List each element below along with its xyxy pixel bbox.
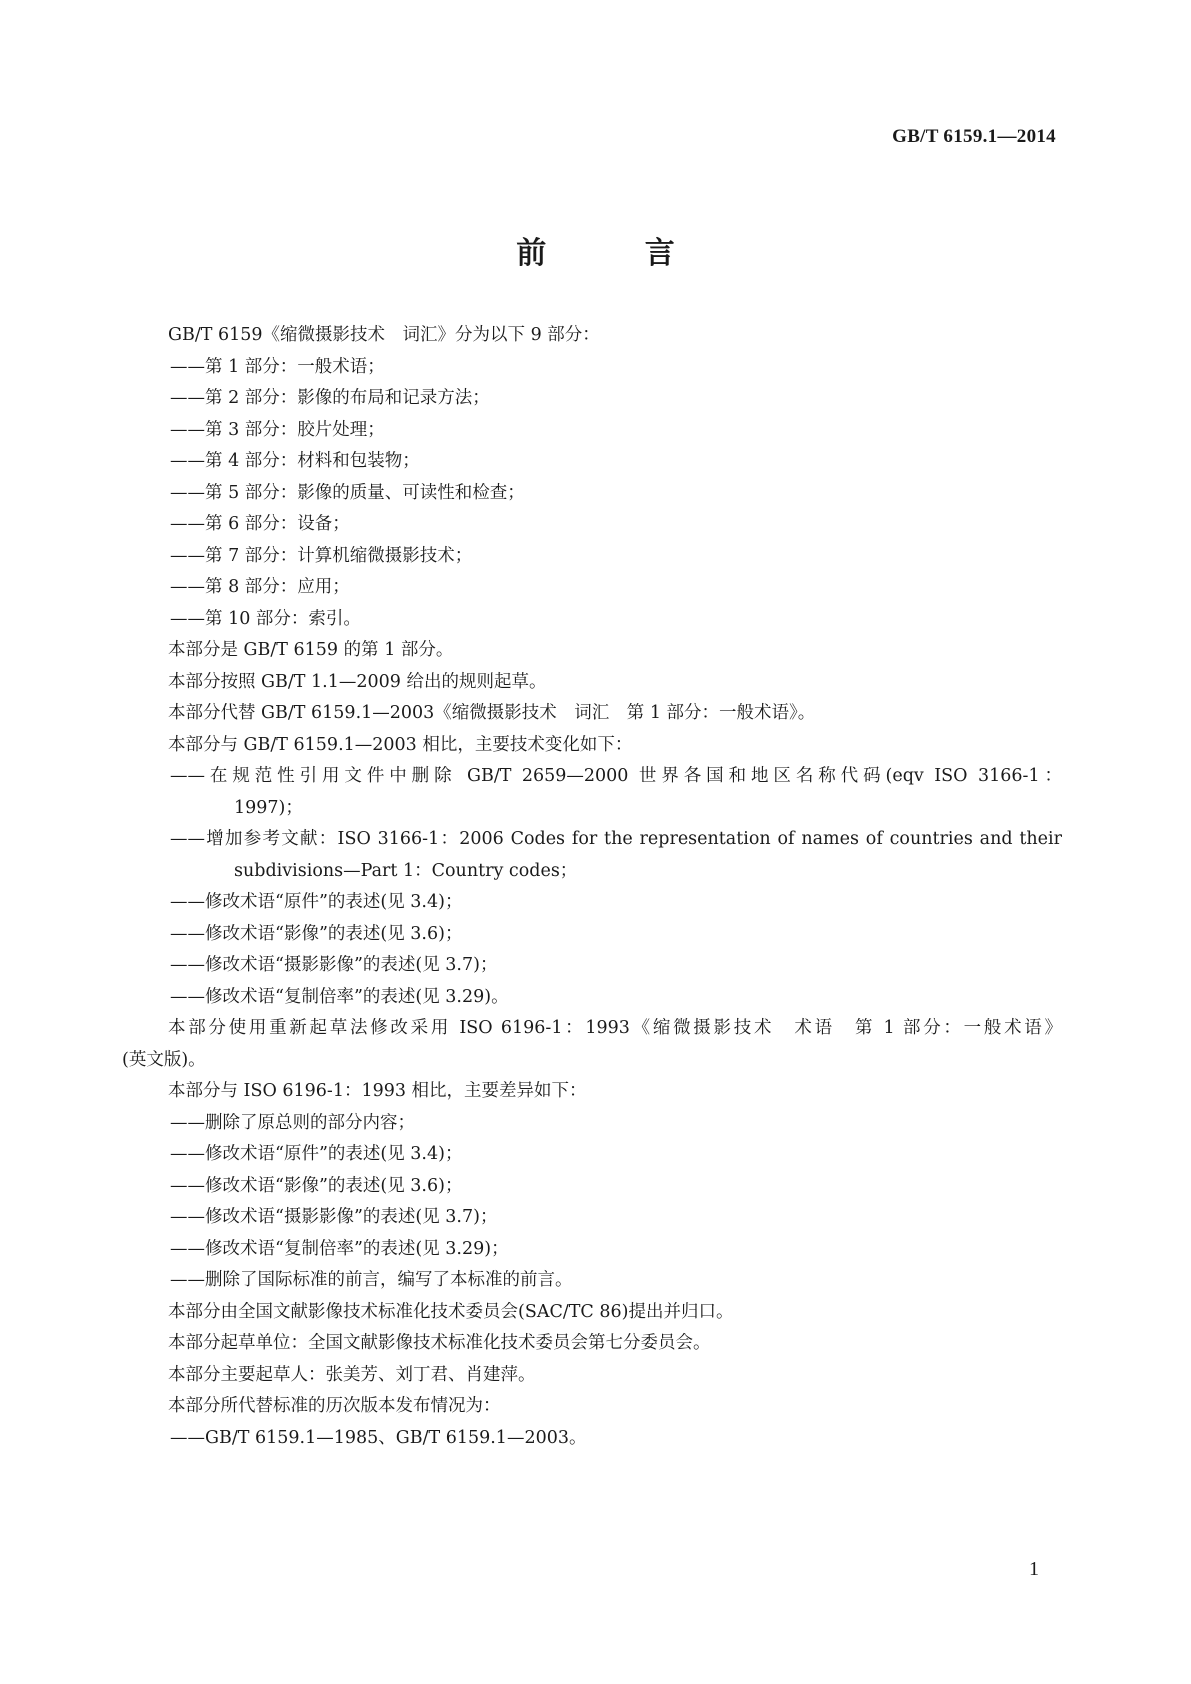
page-title: 前 言: [516, 236, 719, 271]
list-item: ——修改术语“影像”的表述(见 3.6)；: [170, 1175, 463, 1196]
page-number: 1: [1029, 1558, 1039, 1580]
list-item: ——修改术语“摄影影像”的表述(见 3.7)；: [170, 1207, 498, 1227]
list-item: ——第 1 部分：一般术语；: [170, 356, 385, 377]
list-item: ——第 2 部分：影像的布局和记录方法；: [170, 388, 490, 408]
list-item: ——在规范性引用文件中删除 GB/T 2659—2000 世界各国和地区名称代码(eqv ISO 3166-1：: [170, 766, 1062, 786]
paragraph: 本部分由全国文献影像技术标准化技术委员会(SAC/TC 86)提出并归口。: [168, 1301, 734, 1322]
paragraph: 本部分起草单位：全国文献影像技术标准化技术委员会第七分委员会。: [168, 1333, 711, 1353]
list-item: ——第 7 部分：计算机缩微摄影技术；: [170, 545, 473, 566]
paragraph: 本部分代替 GB/T 6159.1—2003《缩微摄影技术 词汇 第 1 部分：一般术语》。: [168, 703, 816, 723]
list-item: ——增加参考文献：ISO 3166-1：2006 Codes for the representation of names of countries and their: [170, 829, 1062, 849]
list-item: ——修改术语“摄影影像”的表述(见 3.7)；: [170, 955, 498, 975]
list-item: ——删除了原总则的部分内容；: [170, 1112, 415, 1133]
paragraph: 本部分所代替标准的历次版本发布情况为：: [168, 1396, 501, 1416]
list-item: ——删除了国际标准的前言，编写了本标准的前言。: [170, 1270, 573, 1290]
list-item: ——第 3 部分：胶片处理；: [170, 419, 385, 440]
list-item: ——修改术语“原件”的表述(见 3.4)；: [170, 892, 463, 912]
paragraph: 本部分使用重新起草法修改采用 ISO 6196-1：1993《缩微摄影技术 术语 第 1 部分：一般术语》: [168, 1018, 1062, 1038]
paragraph: 本部分主要起草人：张美芳、刘丁君、肖建萍。: [168, 1364, 536, 1385]
paragraph: 本部分与 ISO 6196-1：1993 相比，主要差异如下：: [168, 1081, 587, 1101]
list-item: ——修改术语“复制倍率”的表述(见 3.29)；: [170, 1238, 509, 1259]
list-item: ——第 6 部分：设备；: [170, 514, 350, 534]
standard-number: GB/T 6159.1—2014: [892, 126, 1056, 147]
paragraph: 本部分按照 GB/T 1.1—2009 给出的规则起草。: [168, 671, 547, 692]
list-item: ——第 8 部分：应用；: [170, 577, 350, 597]
foreword-body: [122, 320, 1062, 1454]
list-item: ——修改术语“影像”的表述(见 3.6)；: [170, 923, 463, 944]
list-item: ——修改术语“原件”的表述(见 3.4)；: [170, 1144, 463, 1164]
paragraph: 本部分是 GB/T 6159 的第 1 部分。: [168, 640, 454, 660]
paragraph-continuation: (英文版)。: [122, 1049, 206, 1070]
paragraph: GB/T 6159《缩微摄影技术 词汇》分为以下 9 部分：: [168, 325, 600, 345]
list-item-continuation: 1997)；: [234, 797, 303, 818]
list-item: ——GB/T 6159.1—1985、GB/T 6159.1—2003。: [170, 1427, 587, 1448]
paragraph: 本部分与 GB/T 6159.1—2003 相比，主要技术变化如下：: [168, 734, 633, 755]
list-item: ——第 4 部分：材料和包装物；: [170, 451, 420, 471]
list-item: ——修改术语“复制倍率”的表述(见 3.29)。: [170, 986, 509, 1007]
list-item: ——第 5 部分：影像的质量、可读性和检查；: [170, 482, 525, 503]
list-item-continuation: subdivisions—Part 1：Country codes；: [234, 860, 578, 881]
list-item: ——第 10 部分：索引。: [170, 608, 361, 629]
